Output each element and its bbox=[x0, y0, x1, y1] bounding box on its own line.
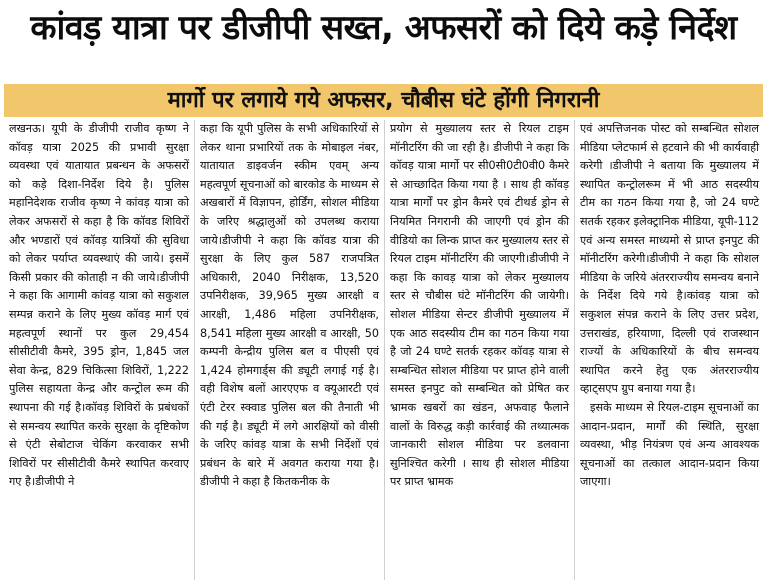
column-4-paragraph-1: एवं अपत्तिजनक पोस्ट को सम्बन्धित सोशल मीडिया प्लेटफार्म से हटवाने की भी कार्यवाही करेगी ।डीजीपी ने बताया कि मुख्यालय में स्थापित कन्ट्रोलरूम में भी आठ सदस्यीय टीम का गठन किया गया है, जो 24 घण्टे सतर्क रहकर इलेक्ट्रानिक मीडिया, यूपी-112 एवं अन्य समस्त माध्यमो से प्राप्त इनपुट की मॉनीटरिंग करेगी।डीजीपी ने कहा कि सोशल मीडिया के जरिये अंतरराज्यीय समन्वय बनाने के निर्देश दिये गये है।कांवड़ यात्रा को सकुशल संपन्न कराने के लिए उत्तर प्रदेश, उत्तराखंड, हरियाणा, दिल्ली एवं राजस्थान राज्यों के अधिकारियों के बीच समन्वय स्थापित करने हेतु एक अंतरराज्यीय व्हाट्सएप ग्रुप बनाया गया है। bbox=[580, 122, 759, 396]
column-1-paragraph-1: लखनऊ। यूपी के डीजीपी राजीव कृष्ण ने कॉवड़ यात्रा 2025 की प्रभावी सुरक्षा व्यवस्था एवं यातायात प्रबन्धन के अफसरों को कड़े दिशा-निर्देश दिये है। पुलिस महानिदेशक राजीव कृष्ण ने कांवड़ यात्रा को लेकर अफसरों से कहा है कि कॉवड शिविरों और भण्डारों एवं कॉवड़ यात्रियों की सुविधा को लेकर पर्याप्त व्यवस्थाएं की जाये। इसमें किसी प्रकार की कोताही न की जाये।डीजीपी ने कहा कि आगामी कांवड़ यात्रा को सकुशल सम्पन्न कराने के लिए मुख्य कॉवड़ मार्ग एवं महत्वपूर्ण स्थानों पर कुल 29,454 सीसीटीवी कैमरे, 395 ड्रोन, 1,845 जल सेवा केन्द्र, 829 चिकित्सा शिविरों, 1,222 पुलिस सहायता केन्द्र और कन्ट्रोल रूम की स्थापना की गई है।कॉवड़ शिविरों के प्रबंधकों से समन्वय स्थापित करके सुरक्षा के दृष्टिकोण से एंटी सेबोटाज चेकिंग करवाकर सभी शिविरों पर सीसीटीवी कैमरे स्थापित करवाए गए है।डीजीपी ने bbox=[9, 122, 189, 489]
subheadline-banner: मार्गो पर लगाये गये अफसर, चौबीस घंटे होंगी निगरानी bbox=[4, 84, 763, 117]
article-body bbox=[4, 120, 764, 580]
article-column-4 bbox=[574, 120, 764, 580]
column-2-paragraph-1: कहा कि यूपी पुलिस के सभी अधिकारियों से लेकर थाना प्रभारियों तक के मोबाइल नंबर, यातायात डाइवर्जन स्कीम एवम् अन्य महत्वपूर्ण सूचनाओं को बारकोड के माध्यम से अखबारों में विज्ञापन, होर्डिंग, सोशल मीडिया के जरिए श्रद्धालुओं को उपलब्ध कराया जाये।डीजीपी ने कहा कि कॉवड यात्रा की सुरक्षा के लिए कुल 587 राजपत्रित अधिकारी, 2040 निरीक्षक, 13,520 उपनिरीक्षक, 39,965 मुख्य आरक्षी व आरक्षी, 1,486 महिला उपनिरीक्षक, 8,541 महिला मुख्य आरक्षी व आरक्षी, 50 कम्पनी केन्द्रीय पुलिस बल व पीएसी एवं 1,424 होमगार्ड्स की ड्यूटी लगाई गई है। वही विशेष बलों आरएएफ व क्यूआरटी एवं एंटी टेरर स्क्वाड पुलिस बल की तैनाती भी की गई है। ड्यूटी में लगे आरक्षियों को वीसी के जरिए कांवड़ यात्रा के सभी निर्देशों एवं प्रबंधन के बारे में अवगत कराया गया है। डीजीपी ने कहा है कितकनीक के bbox=[200, 122, 379, 489]
column-4-paragraph-2: इसके माध्यम से रियल-टाइम सूचनाओं का आदान-प्रदान, मार्गों की स्थिति, सुरक्षा व्यवस्था, भीड़ नियंत्रण एवं अन्य आवश्यक सूचनाओं का तत्काल आदान-प्रदान किया जाएगा। bbox=[580, 400, 759, 489]
column-3-paragraph-1: प्रयोग से मुख्यालय स्तर से रियल टाइम मॉनीटरिंग की जा रही है। डीजीपी ने कहा कि कॉवड़ यात्रा मार्गो पर सी0सी0टी0वी0 कैमरे से आच्छादित किया गया है । साथ ही कॉवड़ यात्रा मार्गों पर ड्रोन कैमरे एवं टीथर्ड ड्रोन से नियमित निगरानी की जाएगी एवं ड्रोन की वीडियो का लिन्क प्राप्त कर मुख्यालय स्तर से रियल टाइम मॉनीटरिंग की जाएगी।डीजीपी ने कहा कि कावड़ यात्रा को लेकर मुख्यालय स्तर से चौबीस घंटे मॉनीटरिंग की जायेगी।सोशल मीडिया सेन्टर डीजीपी मुख्यालय में एक आठ सदस्यीय टीम का गठन किया गया है जो 24 घण्टे सतर्क रहकर कॉवड़ यात्रा से सम्बन्धित सोशल मीडिया पर प्राप्त होने वाली समस्त इनपुट को सम्बन्धित को प्रेषित कर भ्रामक खबरों का खंडन, अफवाह फैलाने वालों के विरुद्ध कड़ी कार्रवाई की तथ्यात्मक जानकारी सोशल मीडिया पर डलवाना सुनिश्चित करेगी । साथ ही सोशल मीडिया पर प्राप्त भ्रामक bbox=[390, 122, 569, 489]
article-column-3 bbox=[384, 120, 574, 580]
article-column-2 bbox=[194, 120, 384, 580]
headline: कांवड़ यात्रा पर डीजीपी सख्त, अफसरों को दिये कड़े निर्देश bbox=[30, 8, 737, 48]
article-column-1 bbox=[4, 120, 194, 580]
